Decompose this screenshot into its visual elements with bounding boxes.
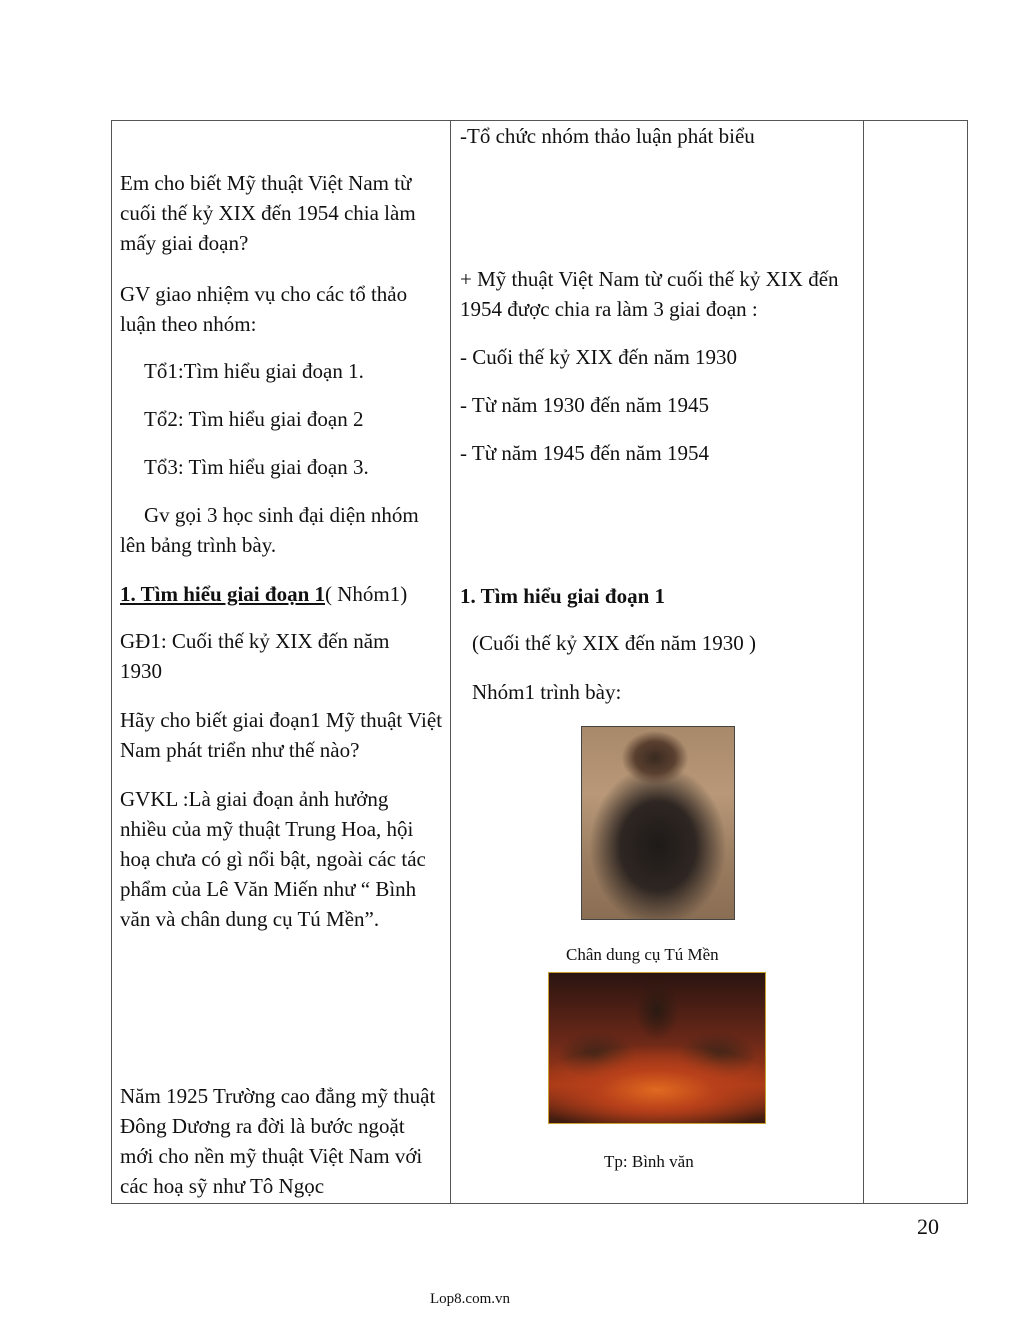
year-1925-text: Năm 1925 Trường cao đẳng mỹ thuật Đông Dương ra đời là bước ngoặt mới cho nền mỹ thuật Việt Nam với các hoạ sỹ như Tô Ngọc — [120, 1084, 436, 1198]
call-students-text: Gv gọi 3 học sinh đại diện nhóm lên bảng trình bày. — [120, 503, 419, 557]
middle-section-heading: 1. Tìm hiểu giai đoạn 1 — [460, 584, 665, 608]
portrait-caption: Chân dung cụ Tú Mền — [566, 945, 719, 964]
left-section-group: ( Nhóm1) — [325, 582, 408, 606]
group3-text: Tổ3: Tìm hiểu giai đoạn 3. — [144, 455, 369, 479]
period-text: GĐ1: Cuối thế kỷ XIX đến năm 1930 — [120, 629, 390, 683]
group2-text: Tổ2: Tìm hiểu giai đoạn 2 — [144, 407, 364, 431]
middle-section-sub: (Cuối thế kỷ XIX đến năm 1930 ) — [472, 631, 757, 655]
left-section-title: 1. Tìm hiểu giai đoạn 1 — [120, 582, 325, 606]
ask-text: Hãy cho biết giai đoạn1 Mỹ thuật Việt Nam phát triển như thế nào? — [120, 708, 443, 762]
stage1-text: - Cuối thế kỷ XIX đến năm 1930 — [460, 345, 738, 369]
binh-van-painting — [548, 972, 766, 1124]
presenter-text: Nhóm1 trình bày: — [472, 680, 622, 704]
left-section-heading — [120, 579, 407, 609]
group1-text: Tổ1:Tìm hiểu giai đoạn 1. — [144, 359, 364, 383]
column-divider-1 — [450, 121, 451, 1203]
portrait-painting — [581, 726, 735, 920]
question-text: Em cho biết Mỹ thuật Việt Nam từ cuối thế kỷ XIX đến 1954 chia làm mấy giai đoạn? — [120, 171, 416, 255]
page-number: 20 — [917, 1214, 939, 1239]
column-divider-2 — [863, 121, 864, 1203]
footer-site: Lop8.com.vn — [430, 1291, 510, 1307]
organize-text: -Tổ chức nhóm thảo luận phát biểu — [460, 124, 755, 148]
binh-van-caption: Tp: Bình văn — [604, 1152, 694, 1171]
answer-text: + Mỹ thuật Việt Nam từ cuối thế kỷ XIX đến 1954 được chia ra làm 3 giai đoạn : — [460, 267, 839, 321]
conclusion-text: GVKL :Là giai đoạn ảnh hưởng nhiều của mỹ thuật Trung Hoa, hội hoạ chưa có gì nổi bật, ngoài các tác phẩm của Lê Văn Miến như “ Bình văn và chân dung cụ Tú Mền”. — [120, 787, 426, 931]
stage2-text: - Từ năm 1930 đến năm 1945 — [460, 393, 709, 417]
task-text: GV giao nhiệm vụ cho các tổ thảo luận theo nhóm: — [120, 282, 408, 336]
stage3-text: - Từ năm 1945 đến năm 1954 — [460, 441, 709, 465]
